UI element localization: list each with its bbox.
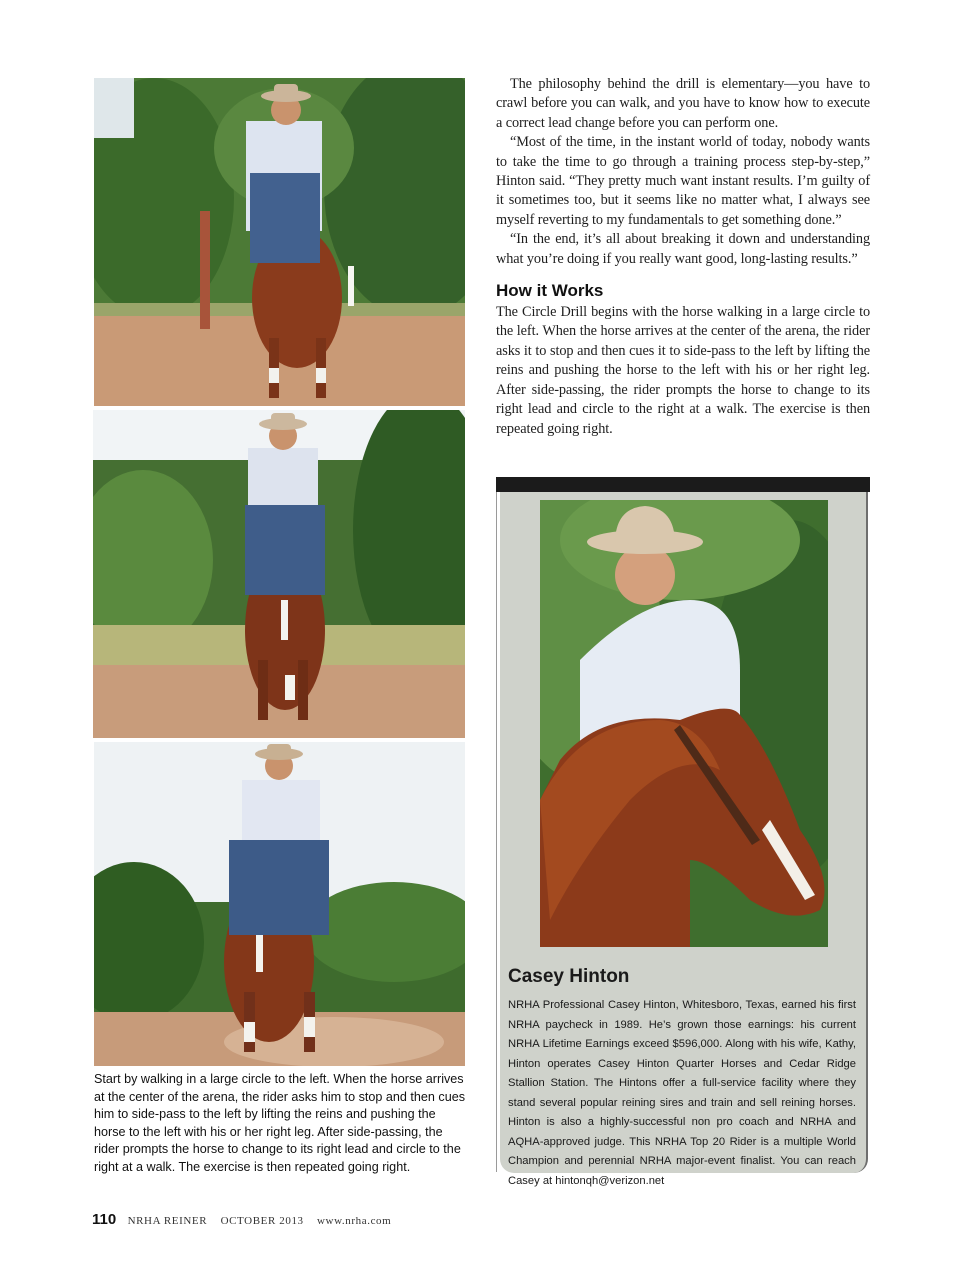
drill-photo-2 (93, 410, 465, 738)
article-paragraph: “In the end, it’s all about breaking it down and understanding what you’re doing if you really want good, long-lasting results.” (496, 231, 870, 267)
article-paragraph: The Circle Drill begins with the horse walking in a large circle to the left. When the horse arrives at the center of the arena, the rider asks it to stop and then cues it to side-pass to the left by lifting the reins and pushing the horse to the left with his or her right leg. After side-passing, the rider prompts the horse to change to its right lead and circle to the right at a walk. The exercise is then repeated going right. (496, 304, 870, 437)
website-link[interactable]: www.nrha.com (317, 1215, 392, 1227)
publication-name: NRHA REINER (127, 1215, 208, 1227)
page-footer (92, 1211, 401, 1228)
bio-text: NRHA Professional Casey Hinton, Whitesboro, Texas, earned his first NRHA paycheck in 1989. He’s grown those earnings: his current NRHA Lifetime Earnings exceed $596,000. Along with his wife, Kathy, Hinton operates Casey Hinton Quarter Horses and Cedar Ridge Stallion Station. The Hintons offer a full-service facility where they stand several popular reining sires and train and sell reining horses. Hinton is also a highly-successful non pro coach and NRHA and AQHA-approved judge. This NRHA Top 20 Rider is a multiple World Champion and perennial NRHA major-event finalist. You can reach Casey at hintonqh@verizon.net (508, 999, 856, 1187)
sidebar-top-bar (496, 477, 870, 492)
drill-photo-1 (94, 78, 465, 406)
fence-post (200, 211, 210, 329)
page-number: 110 (92, 1211, 117, 1228)
drill-photo-3 (94, 742, 465, 1066)
section-heading: How it Works (496, 281, 604, 301)
issue-date: OCTOBER 2013 (220, 1215, 304, 1227)
portrait-photo (540, 500, 828, 947)
photo-caption: Start by walking in a large circle to the left. When the horse arrives at the center of the arena, the rider asks him to stop and then cues him to side-pass to the left by lifting the reins and pushing the horse to the left with his or her right leg. After side-passing, the rider prompts the horse to change to its right lead and circle to the right at a walk. The exercise is then repeated going right. (94, 1072, 466, 1174)
article-paragraph: “Most of the time, in the instant world of today, nobody wants to take the time to go through a training process step-by-step,” Hinton said. “They pretty much want instant results. I’m guilty of it sometimes too, but it seems like no matter what, I always see myself reverting to my fundamentals to get something done.” (496, 134, 870, 228)
article-body (496, 75, 870, 439)
sidebar-rule (496, 492, 497, 1172)
article-paragraph: The philosophy behind the drill is elementary—you have to crawl before you can walk, and you have to know how to execute a correct lead change before you can perform one. (496, 76, 870, 131)
bio-name: Casey Hinton (508, 966, 630, 987)
